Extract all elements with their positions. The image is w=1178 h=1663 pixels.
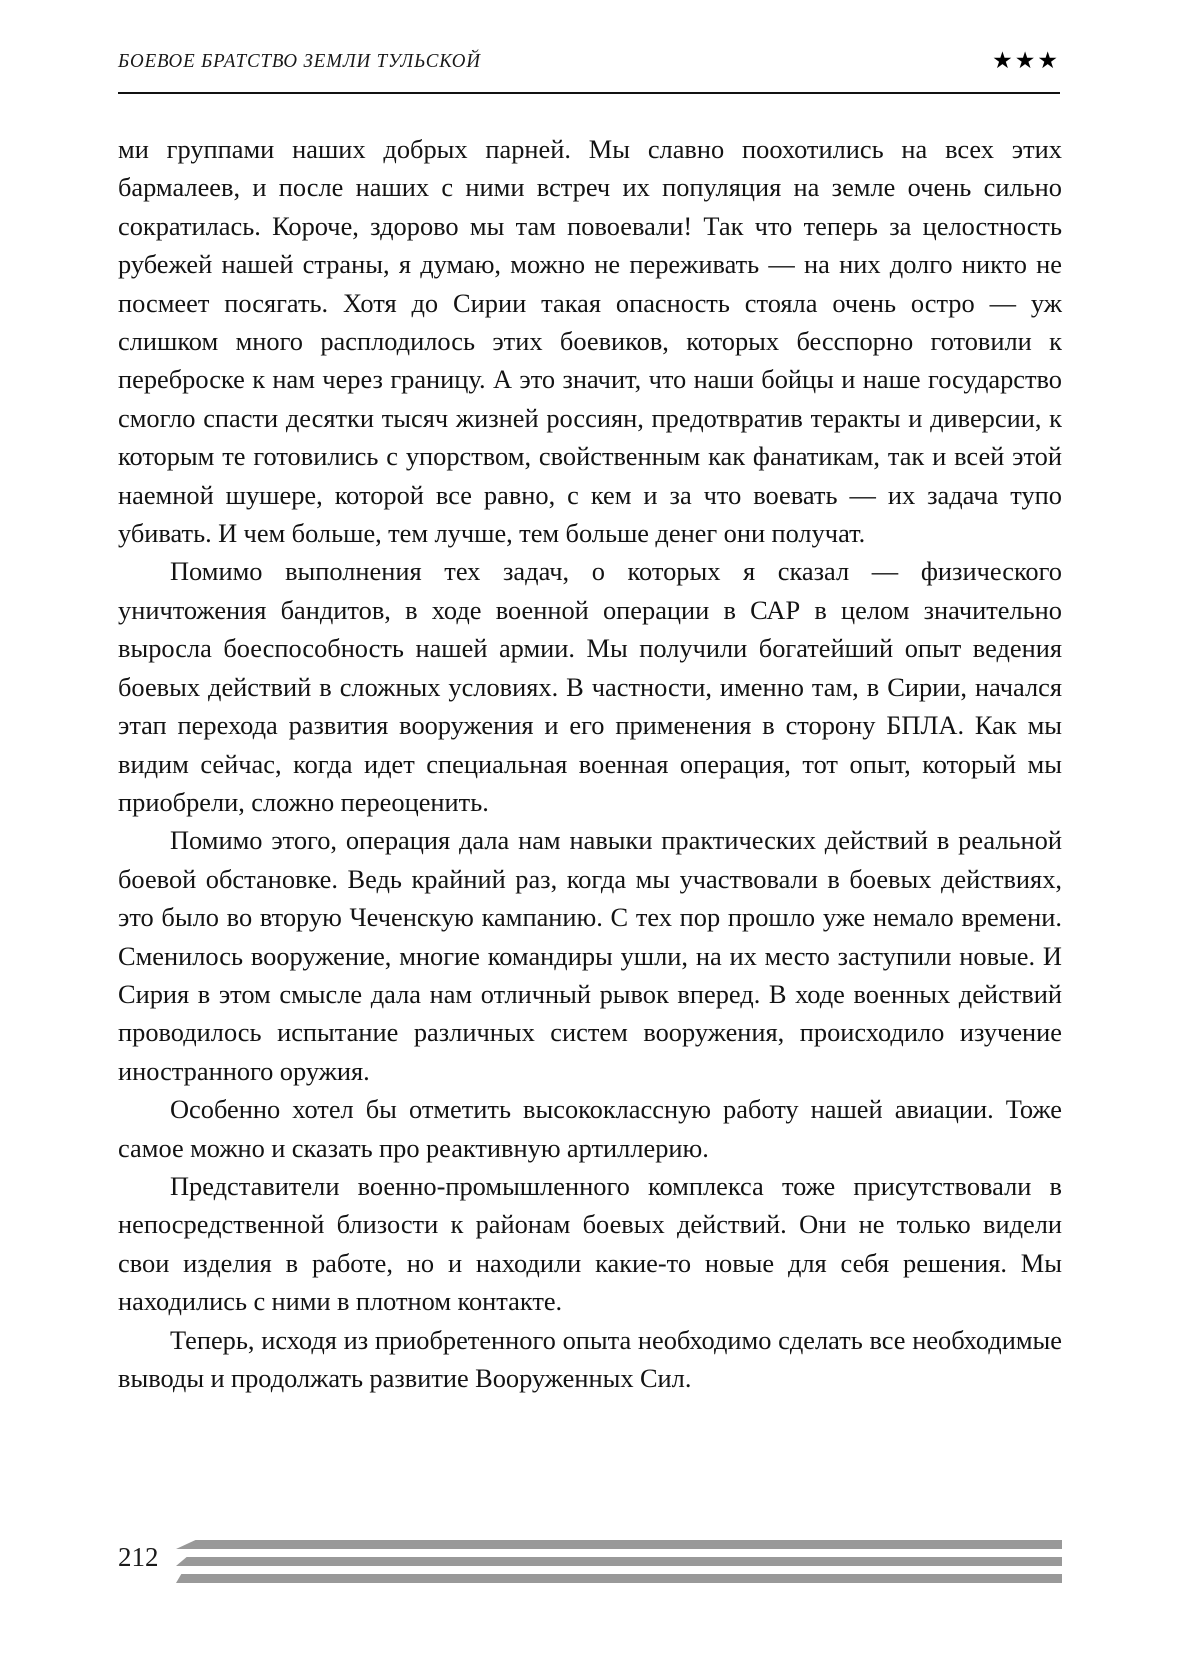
- header-divider-rule: [118, 92, 1060, 94]
- paragraph: Представители военно-промышленного комплекса тоже присутствовали в непосредственной близости к районам боевых действий. Они не только видели свои изделия в работе, но и находили какие-то новые для себя решения. Мы находились с ними в плотном контакте.: [118, 1170, 1062, 1317]
- paragraph: Помимо выполнения тех задач, о которых я сказал — физического уничтожения бандитов, в ходе военной операции в САР в целом значительно выросла боеспособность нашей армии. Мы получили богатейший опыт ведения боевых действий в сложных условиях. В частности, именно там, в Сирии, начался этап перехода развития вооружения и его применения в сторону БПЛА. Как мы видим сейчас, когда идет специальная военная операция, тот опыт, который мы приобрели, сложно переоценить.: [118, 556, 1062, 817]
- footer-stripe-middle: [176, 1557, 1062, 1566]
- footer-stripe-bottom: [176, 1574, 1062, 1583]
- body-text-column: [118, 130, 1062, 1397]
- footer-stripe-top: [176, 1540, 1062, 1549]
- footer-stripe-ornament: [176, 1532, 1062, 1588]
- three-stars-icon: ★★★: [992, 48, 1060, 73]
- running-header-title: БОЕВОЕ БРАТСТВО ЗЕМЛИ ТУЛЬСКОЙ: [118, 51, 481, 72]
- paragraph: Особенно хотел бы отметить высококлассную работу нашей авиации. Тоже самое можно и сказать про реактивную артиллерию.: [118, 1094, 1062, 1163]
- page-footer: [118, 1530, 1062, 1600]
- page-number: 212: [118, 1542, 159, 1572]
- paragraph: Помимо этого, операция дала нам навыки практических действий в реальной боевой обстановке. Ведь крайний раз, когда мы участвовали в боевых действиях, это было во вторую Чеченскую кампанию. С тех пор прошло уже немало времени. Сменилось вооружение, многие командиры ушли, на их место заступили новые. И Сирия в этом смысле дала нам отличный рывок вперед. В ходе военных действий проводилось испытание различных систем вооружения, происходило изучение иностранного оружия.: [118, 825, 1062, 1086]
- running-header: [118, 48, 1060, 92]
- paragraph: Теперь, исходя из приобретенного опыта необходимо сделать все необходимые выводы и продолжать развитие Вооруженных Сил.: [118, 1324, 1062, 1393]
- paragraph: ми группами наших добрых парней. Мы славно поохотились на всех этих бармалеев, и после наших с ними встреч их популяция на земле очень сильно сократилась. Короче, здорово мы там повоевали! Так что теперь за целостность рубежей нашей страны, я думаю, можно не переживать — на них долго никто не посмеет посягать. Хотя до Сирии такая опасность стояла очень остро — уж слишком много расплодилось этих боевиков, которых бесспорно готовили к переброске к нам через границу. А это значит, что наши бойцы и наше государство смогло спасти десятки тысяч жизней россиян, предотвратив теракты и диверсии, к которым те готовились с упорством, свойственным как фанатикам, так и всей этой наемной шушере, которой все равно, с кем и за что воевать — их задача тупо убивать. И чем больше, тем лучше, тем больше денег они получат.: [118, 134, 1062, 549]
